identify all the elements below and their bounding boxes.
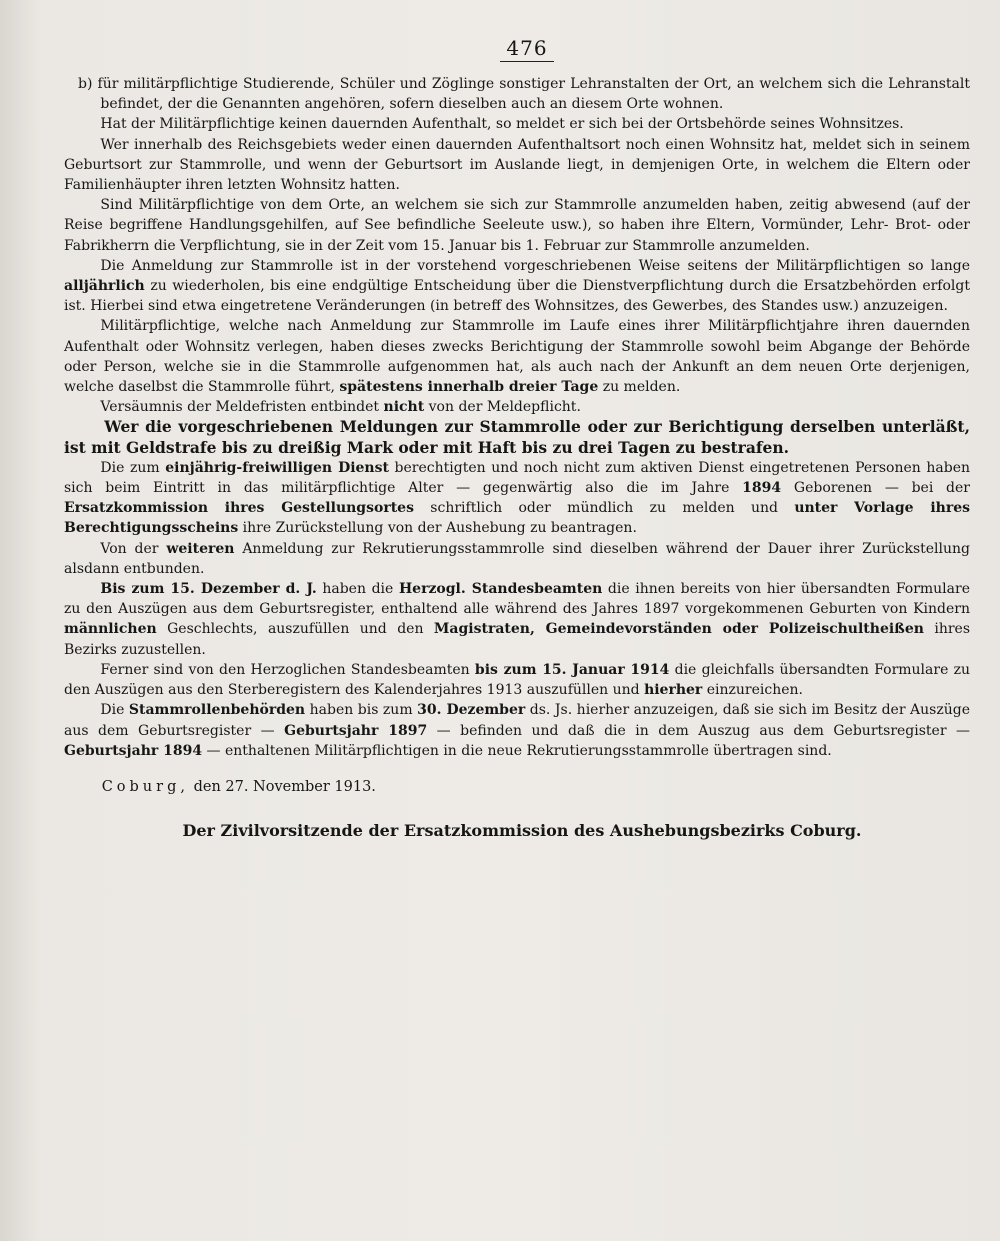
paragraph-p3 <box>64 135 970 196</box>
body-text: Anmeldung zur Rekrutierungsstammrolle sind dieselben während der Dauer ihrer Zurückstellung alsdann entbunden. <box>64 540 970 577</box>
body-text: Die zum <box>100 459 166 476</box>
emphasis-text: einjährig-freiwilligen Dienst <box>165 459 389 476</box>
paragraph-p4 <box>64 195 970 256</box>
body-text: ds. Js. hierher anzuzeigen, daß sie sich im Besitz der Auszüge aus dem Geburtsregister — <box>64 702 970 739</box>
body-text: haben bis zum <box>305 702 418 719</box>
body-text: von der Meldepflicht. <box>424 399 581 416</box>
body-text: Wer innerhalb des Reichsgebiets weder einen dauernden Aufenthaltsort noch einen Wohnsitz hat, meldet sich in seinem Geburtsort zur Stammrolle, und wenn der Geburtsort im Auslande liegt, in demjenigen Orte, in welchem die Eltern oder Familienhäupter ihren letzten Wohnsitz hatten. <box>64 136 970 194</box>
body-text: — befinden und daß die in dem Auszug aus dem Geburtsregister — <box>427 722 970 739</box>
body-text: Hat der Militärpflichtige keinen dauernden Aufenthalt, so meldet er sich bei der Ortsbehörde seines Wohnsitzes. <box>100 116 904 133</box>
emphasis-text: spätestens innerhalb dreier Tage <box>339 379 599 396</box>
body-text: ihre Zurückstellung von der Aushebung zu beantragen. <box>238 520 637 537</box>
paragraph-p7 <box>64 397 970 417</box>
body-text: Geschlechts, auszufüllen und den <box>156 621 434 638</box>
emphasis-text: Stammrollenbehörden <box>128 702 306 719</box>
place-date-line <box>64 779 970 795</box>
emphasis-text: 1894 <box>742 480 782 497</box>
body-text: — enthaltenen Militärpflichtigen in die neue Rekrutierungsstammrolle übertragen sind. <box>202 742 832 759</box>
paragraph-p11 <box>64 579 970 660</box>
paragraph-p13 <box>64 700 970 761</box>
body-text: Die <box>100 702 129 719</box>
paragraph-p5 <box>64 256 970 317</box>
place-name: Coburg, <box>101 778 189 795</box>
emphasis-text: hierher <box>644 682 703 699</box>
body-text: haben die <box>316 581 399 598</box>
emphasis-text: Ersatzkommission ihres Gestellungsortes <box>64 500 414 517</box>
emphasis-text: Bis zum 15. Dezember d. J. <box>100 581 317 598</box>
body-text: Die Anmeldung zur Stammrolle ist in der vorstehend vorgeschriebenen Weise seitens der Militärpflichtigen so lange <box>100 257 970 274</box>
emphasis-text: Magistraten, Gemeindevorständen oder Polizeischultheißen <box>433 621 924 638</box>
body-text: Von der <box>100 540 167 557</box>
paragraph-p2 <box>64 114 970 134</box>
emphasis-text: bis zum 15. Januar 1914 <box>474 661 670 678</box>
paragraph-p9 <box>64 458 970 539</box>
emphasis-text: alljährlich <box>64 278 145 295</box>
body-text: Sind Militärpflichtige von dem Orte, an welchem sie sich zur Stammrolle anzumelden haben, zeitig abwesend (auf der Reise begriffene Handlungsgehilfen, auf See befindliche Seeleute usw.), so haben ihre Eltern, Vormünder, Lehr- Brot- oder Fabrikherrn die Verpflichtung, sie in der Zeit vom 15. Januar bis 1. Februar zur Stammrolle anzumelden. <box>64 197 970 254</box>
emphasis-text: männlichen <box>64 621 157 638</box>
body-text: die ihnen bereits von hier übersandten Formulare zu den Auszügen aus dem Geburtsregister, enthaltend alle während des Jahres 1897 vorgekommenen Geburten von Kindern <box>64 581 970 618</box>
body-text: schriftlich oder mündlich zu melden und <box>413 500 795 517</box>
emphasis-text: Herzogl. Standesbeamten <box>398 581 603 598</box>
date-text: den 27. November 1913. <box>193 778 376 795</box>
body-text: einzureichen. <box>702 682 803 699</box>
emphasis-text: weiteren <box>166 540 235 557</box>
body-text: berechtigten und noch nicht zum aktiven Dienst eingetretenen Personen haben sich beim Eintritt in das militärpflichtige Alter — gegenwärtig also die im Jahre <box>64 459 970 497</box>
paragraph-p1 <box>64 74 970 114</box>
body-text: zu melden. <box>598 379 681 396</box>
page-number: 476 <box>64 36 970 60</box>
body-text: die gleichfalls übersandten Formulare zu den Auszügen aus den Sterberegistern des Kalenderjahres 1913 auszufüllen und <box>64 661 970 699</box>
paragraph-p12 <box>64 660 970 700</box>
body-text: zu wiederholen, bis eine endgültige Entscheidung über die Dienstverpflichtung durch die Ersatzbehörden erfolgt ist. Hierbei sind etwa eingetretene Veränderungen (in betreff des Wohnsitzes, des Gewerbes, des Standes usw.) anzuzeigen. <box>64 278 970 315</box>
body-text: Ferner sind von den Herzoglichen Standesbeamten <box>100 661 475 678</box>
emphasis-text: nicht <box>383 399 425 416</box>
emphasis-text: Geburtsjahr 1894 <box>64 742 203 759</box>
body-text: Militärpflichtige, welche nach Anmeldung zur Stammrolle im Laufe eines ihrer Militärpflichtjahre ihren dauernden Aufenthalt oder Wohnsitz verlegen, haben dieses zwecks Berichtigung der Stammrolle sowohl beim Abgange der Behörde oder Person, welche sie in die Stammrolle aufgenommen hat, als auch nach der Ankunft an dem neuen Orte derjenigen, welche daselbst die Stammrolle führt, <box>64 318 970 396</box>
emphasis-text: 30. Dezember <box>417 702 526 719</box>
signature-block <box>64 779 970 795</box>
body-text: ihres Bezirks zuzustellen. <box>64 621 971 658</box>
body-text: Geborenen — bei der <box>781 480 970 497</box>
emphasis-text: Geburtsjahr 1897 <box>284 722 428 739</box>
emphasis-text: Wer die vorgeschriebenen Meldungen zur Stammrolle oder zur Berichtigung derselben unterläßt, ist mit Geldstrafe bis zu dreißig Mark oder mit Haft bis zu drei Tagen zu bestrafen. <box>64 417 970 457</box>
body-text: Versäumnis der Meldefristen entbindet <box>100 399 384 416</box>
paragraph-p8 <box>64 417 970 457</box>
paragraph-p10 <box>64 539 970 579</box>
body-text: b) für militärpflichtige Studierende, Schüler und Zöglinge sonstiger Lehranstalten der Ort, an welchem sich die Lehranstalt befindet, der die Genannten angehören, sofern dieselben auch an diesem Orte wohnen. <box>78 76 970 113</box>
paragraph-p6 <box>64 316 970 397</box>
emphasis-text: unter Vorlage ihres Berechtigungsscheins <box>64 500 970 537</box>
closing-signature: Der Zivilvorsitzende der Ersatzkommission des Aushebungsbezirks Coburg. <box>182 820 862 840</box>
document-body <box>64 74 970 761</box>
